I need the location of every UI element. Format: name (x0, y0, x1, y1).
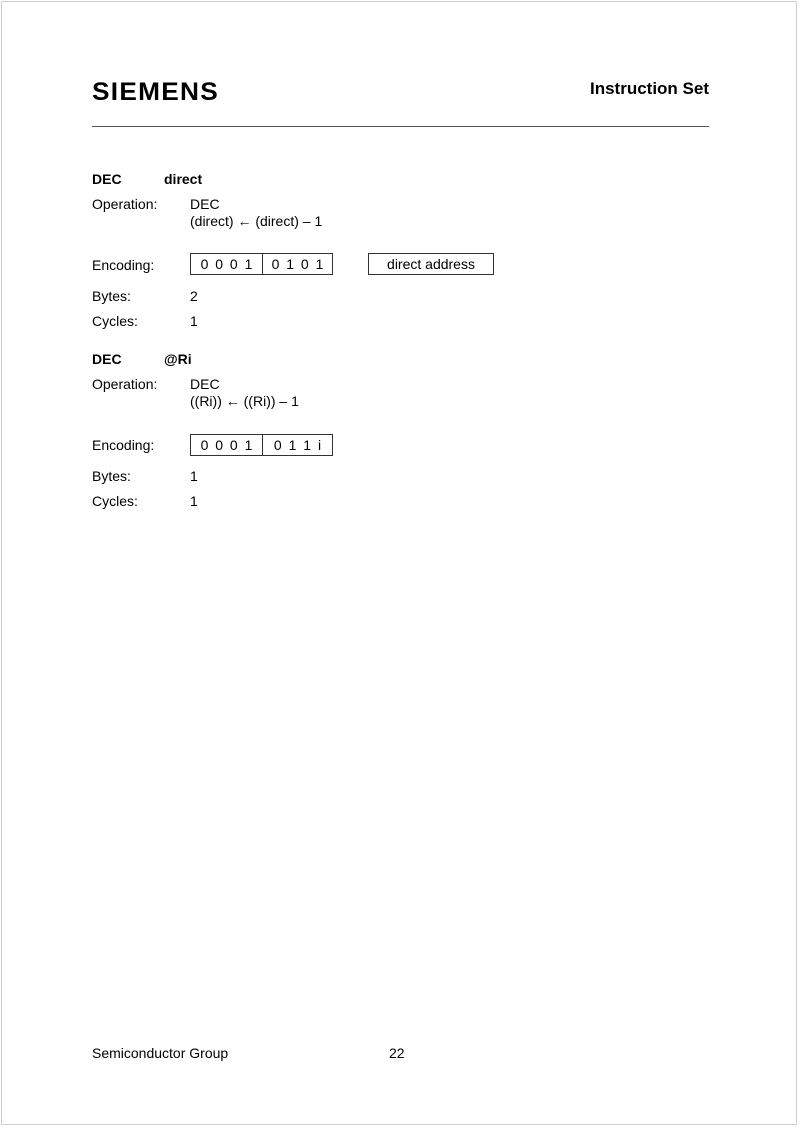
encoding-direct-address-box: direct address (368, 253, 494, 275)
operation-line-1: DEC (190, 196, 220, 212)
section-title: Instruction Set (589, 79, 709, 98)
footer-group: Semiconductor Group (92, 1045, 229, 1061)
operand: @Ri (164, 351, 192, 367)
encoding-low-nibble: 0 1 0 1 (262, 254, 332, 274)
encoding-high-nibble: 0 0 0 1 (200, 256, 253, 272)
bytes-label: Bytes: (92, 468, 131, 484)
operation-label: Operation: (92, 196, 158, 212)
page-border (1, 1, 797, 1125)
mnemonic: DEC (92, 351, 122, 367)
operation-label: Operation: (92, 376, 158, 392)
operation-line-2: ((Ri)) ← ((Ri)) – 1 (190, 393, 299, 409)
encoding-opcode-box (190, 434, 333, 456)
bytes-label: Bytes: (92, 288, 131, 304)
operand: direct (164, 171, 203, 187)
bytes-value: 2 (190, 288, 198, 304)
cycles-value: 1 (190, 313, 198, 329)
header-divider (92, 126, 709, 127)
operation-line-1: DEC (190, 376, 220, 392)
cycles-label: Cycles: (92, 493, 138, 509)
operation-line-2: (direct) ← (direct) – 1 (190, 213, 323, 229)
encoding-label: Encoding: (92, 437, 155, 453)
encoding-label: Encoding: (92, 257, 155, 273)
page-number: 22 (389, 1045, 405, 1061)
bytes-value: 1 (190, 468, 198, 484)
encoding-opcode-box (190, 253, 333, 275)
encoding-low-nibble: 0 1 1 i (262, 435, 332, 455)
mnemonic: DEC (92, 171, 122, 187)
siemens-logo: SIEMENS (92, 78, 219, 106)
cycles-value: 1 (190, 493, 198, 509)
encoding-high-nibble: 0 0 0 1 (200, 437, 253, 453)
cycles-label: Cycles: (92, 313, 138, 329)
